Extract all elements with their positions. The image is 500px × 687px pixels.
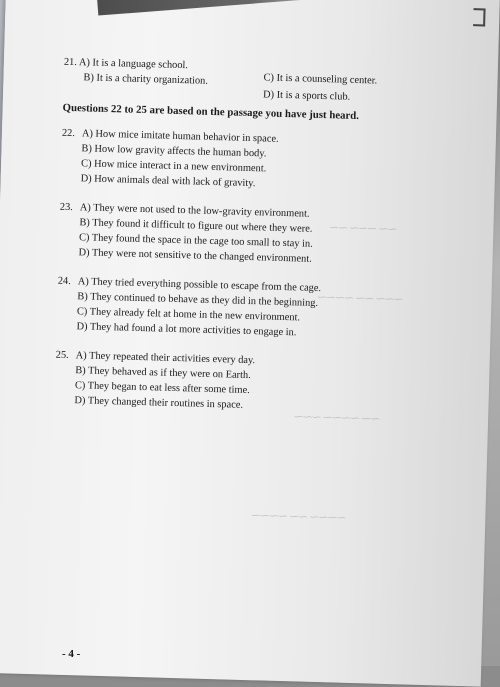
q22-option-b: B) How low gravity affects the human body. [61,141,391,165]
bleed-through-text: ⁓⁓⁓ ⁓⁓ ⁓⁓⁓⁓ [317,292,403,305]
q25-option-b: B) They behaved as if they were on Earth. [55,363,385,387]
questions-area [54,55,394,431]
q25-option-c: C) They began to eat less after some time. [55,378,385,402]
q23-option-d: D) They were not sensitive to the changed environment. [58,245,388,269]
q21-option-a: 21. A) It is a language school. [64,55,188,73]
q23-option-c: C) They found the space in the cage too small to stay in. [59,230,389,254]
q22-option-a: A) How mice imitate human behavior in space. [82,128,279,144]
q25-option-d: D) They changed their routines in space. [54,393,384,417]
question-25 [54,348,386,417]
bleed-through-text: ⁓⁓⁓⁓ ⁓⁓ ⁓⁓⁓⁓ [251,510,346,524]
q24-option-c: C) They already felt at home in the new environment. [57,304,387,328]
q22-number: 22. [62,126,82,142]
q23-option-b: B) They found it difficult to figure out where they were. [59,215,389,239]
q25-option-a: A) They repeated their activities every day. [76,350,256,366]
q25-number: 25. [56,348,76,364]
q23-number: 23. [60,200,80,216]
q24-option-a: A) They tried everything possible to escape from the cage. [78,276,322,294]
question-23 [58,200,390,269]
q24-option-d: D) They had found a lot more activities to engage in. [56,319,386,343]
bleed-through-text: ⁓⁓ ⁓⁓⁓ ⁓⁓ [329,222,397,235]
q21-option-b: B) It is a charity organization. [83,70,208,88]
q22-option-c: C) How mice interact in a new environment. [61,156,391,180]
q23-option-a: A) They were not used to the low-gravity environment. [80,202,310,219]
q24-number: 24. [58,274,78,290]
bleed-through-text: ⁓⁓ ⁓⁓⁓⁓ ⁓⁓⁓ [294,411,380,424]
q21-option-c: C) It is a counseling center. [263,70,377,88]
q22-option-d: D) How animals deal with lack of gravity. [60,171,390,195]
corner-mark-icon [473,8,485,26]
top-obstruction [96,0,358,16]
q24-option-b: B) They continued to behave as they did in the beginning. [57,289,387,313]
page-number: - 4 - [62,648,80,660]
question-24 [56,274,388,343]
question-22 [60,126,392,195]
section-heading: Questions 22 to 25 are based on the passage you have just heard. [62,101,392,125]
question-21 [63,55,394,98]
q21-option-d: D) It is a sports club. [263,87,351,104]
